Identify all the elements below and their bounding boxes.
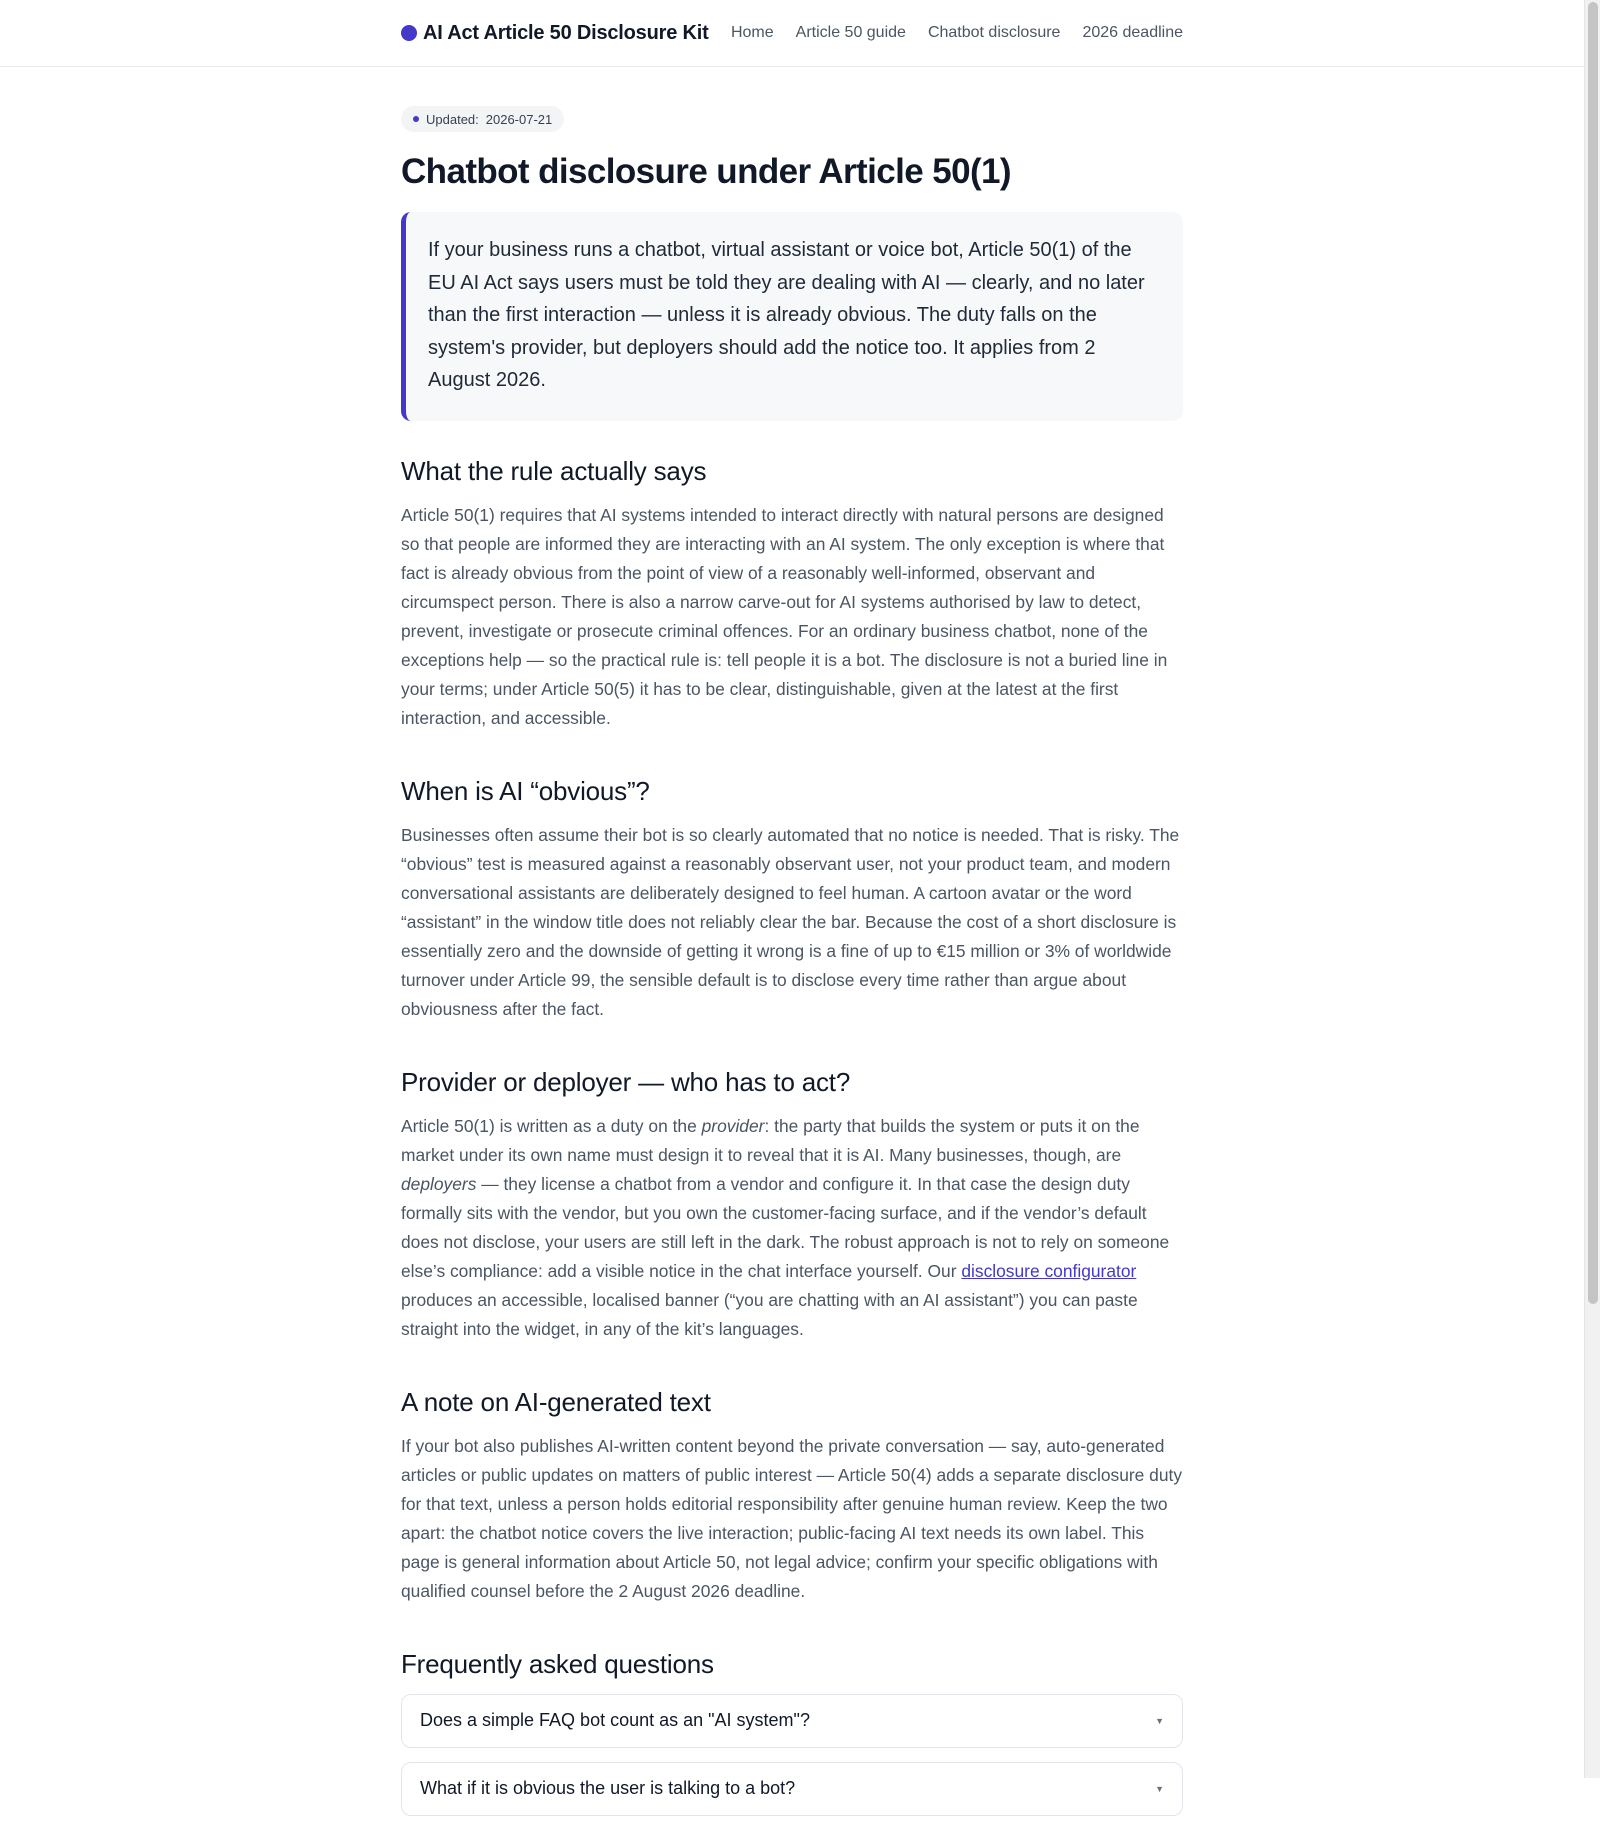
faq-question: What if it is obvious the user is talking to a bot? [420, 1778, 796, 1799]
provider-text-part-2: : the party that builds the system or puts it on the market under its own name must design it to reveal that it is AI. Many businesses, though, are [401, 1115, 1140, 1165]
article-main [401, 106, 1183, 1830]
page-title: Chatbot disclosure under Article 50(1) [401, 152, 1011, 191]
disclosure-configurator-link[interactable]: disclosure configurator [961, 1260, 1137, 1281]
section-heading-generated: A note on AI-generated text [401, 1386, 711, 1417]
faq-list [401, 1694, 1183, 1816]
updated-label: Updated: [426, 111, 479, 127]
faq-heading: Frequently asked questions [401, 1648, 714, 1679]
vertical-scrollbar[interactable] [1584, 0, 1600, 1778]
section-text-rule: Article 50(1) requires that AI systems intended to interact directly with natural persons are designed so that people are informed they are interacting with an AI system. The only exception is where that fact is already obvious from the point of view of a reasonably well-informed, observant and circumspect person. There is also a narrow carve-out for AI systems authorised by law to detect, prevent, investigate or prosecute criminal offences. For an ordinary business chatbot, none of the exceptions help — so the practical rule is: tell people it is a bot. The disclosure is not a buried line in your terms; under Article 50(5) it has to be clear, distinguishable, given at the latest at the first interaction, and accessible. [401, 504, 1168, 728]
chevron-down-icon: ▼ [1155, 1715, 1164, 1726]
faq-question: Does a simple FAQ bot count as an "AI system"? [420, 1710, 810, 1731]
provider-text-part-3: — they license a chatbot from a vendor and configure it. In that case the design duty formally sits with the vendor, but you own the customer-facing surface, and if the vendor’s default does not disclose, your users are still left in the dark. The robust approach is not to rely on someone else’s compliance: add a visible notice in the chat interface yourself. Our [401, 1173, 1170, 1281]
nav-home[interactable]: Home [730, 24, 774, 41]
section-text-obvious: Businesses often assume their bot is so clearly automated that no notice is needed. That is risky. The “obvious” test is measured against a reasonably observant user, not your product team, and modern conversational assistants are deliberately designed to feel human. A cartoon avatar or the word “assistant” in the window title does not reliably clear the bar. Because the cost of a short disclosure is essentially zero and the downside of getting it wrong is a fine of up to €15 million or 3% of worldwide turnover under Article 99, the sensible default is to disclose every time rather than argue about obviousness after the fact. [401, 824, 1180, 1019]
nav-2026-deadline[interactable]: 2026 deadline [1082, 24, 1183, 41]
nav-article-50-guide[interactable]: Article 50 guide [795, 24, 906, 41]
brand-logo-dot-icon [401, 25, 417, 41]
nav-chatbot-disclosure[interactable]: Chatbot disclosure [927, 24, 1061, 41]
provider-emphasis: provider [701, 1115, 765, 1136]
updated-date: 2026-07-21 [485, 111, 553, 127]
header-inner [401, 0, 1183, 66]
lead-summary: If your business runs a chatbot, virtual assistant or voice bot, Article 50(1) of the EU AI Act says users must be told they are dealing with AI — clearly, and no later than the first interaction — unless it is already obvious. The duty falls on the system's provider, but deployers should add the notice too. It applies from 2 August 2026. [401, 212, 1183, 421]
chevron-down-icon: ▼ [1155, 1783, 1164, 1794]
brand-link[interactable] [401, 22, 709, 45]
site-header [0, 0, 1584, 67]
main-nav [731, 24, 1183, 42]
section-heading-rule: What the rule actually says [401, 455, 707, 486]
updated-badge [401, 106, 564, 132]
provider-text-part-1: Article 50(1) is written as a duty on the [401, 1115, 702, 1136]
status-dot-icon [413, 116, 419, 122]
scrollbar-thumb[interactable] [1588, 2, 1598, 1304]
section-text-provider [401, 1112, 1183, 1344]
provider-text-part-4: produces an accessible, localised banner (“you are chatting with an AI assistant”) you can paste straight into the widget, in any of the kit’s languages. [401, 1289, 1138, 1339]
faq-item[interactable] [401, 1762, 1183, 1816]
faq-item[interactable] [401, 1694, 1183, 1748]
section-heading-provider: Provider or deployer — who has to act? [401, 1066, 851, 1097]
deployers-emphasis: deployers [401, 1173, 477, 1194]
brand-name: AI Act Article 50 Disclosure Kit [423, 21, 709, 44]
section-text-generated: If your bot also publishes AI-written content beyond the private conversation — say, auto-generated articles or public updates on matters of public interest — Article 50(4) adds a separate disclosure duty for that text, unless a person holds editorial responsibility after genuine human review. Keep the two apart: the chatbot notice covers the live interaction; public-facing AI text needs its own label. This page is general information about Article 50, not legal advice; confirm your specific obligations with qualified counsel before the 2 August 2026 deadline. [401, 1435, 1183, 1601]
section-heading-obvious: When is AI “obvious”? [401, 775, 650, 806]
